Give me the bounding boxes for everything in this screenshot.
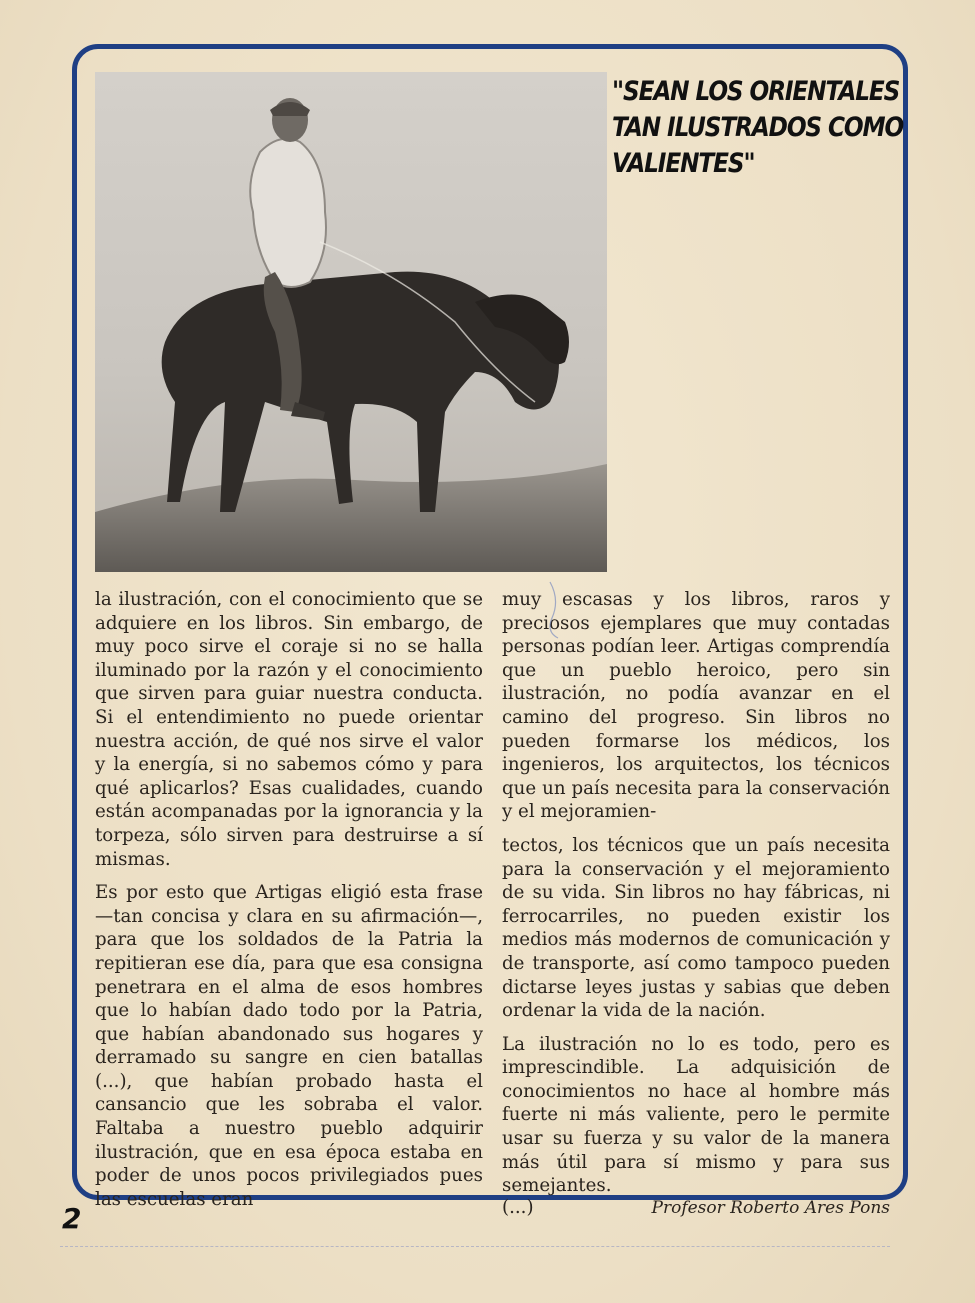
paragraph: tectos, los técnicos que un país necesita para la conservación y el mejoramiento de su vida. Sin libros no hay fábricas, ni ferrocarriles, no pueden existir los medios más modernos de comunicación y de transporte, así como tampoco pueden dictarse leyes justas y sabias que deben ordenar la vida de la nación. [502, 834, 890, 1022]
paragraph: muy escasas y los libros, raros y preciosos ejemplares que muy contadas personas podían leer. Artigas comprendía que un pueblo heroico, pero sin ilustración, no podía avanzar en el camino del progreso. Sin libros no pueden formarse los médicos, los ingenieros, los arquitectos, los técnicos que un país necesita para la conservación y el mejoramien- [502, 589, 890, 823]
paragraph: La ilustración no lo es todo, pero es imprescindible. La adquisición de conocimientos no hace al hombre más fuerte ni más valiente, pero le permite usar su fuerza y su valor de la manera más útil para sí mismo y para sus semejantes. [502, 1033, 890, 1197]
headline-line-1: "SEAN LOS ORIENTALES [612, 76, 900, 107]
article-column-right [502, 588, 890, 1220]
page-number: 2 [62, 1202, 82, 1235]
author-signature: Profesor Roberto Ares Pons [651, 1197, 890, 1218]
signature-row [502, 1196, 890, 1221]
article-headline [612, 74, 904, 182]
photo-illustration [95, 72, 607, 572]
article-column-left [95, 588, 483, 1221]
headline-line-3: VALIENTES" [612, 148, 755, 179]
pen-scribble-mark [530, 580, 570, 640]
paragraph: Es por esto que Artigas eligió esta frase —tan concisa y clara en su afirmación—, para que los soldados de la Patria la repitieran ese día, para que esa consigna penetrara en el alma de esos hombres que lo habían dado todo por la Patria, que habían abandonado sus hogares y derramado su sangre en cien batallas (...), que habían probado hasta el cansancio que les sobraba el valor. Faltaba a nuestro pueblo adquirir ilustración, que en esa época estaba en poder de unos pocos privilegiados pues las escuelas eran [95, 882, 483, 1210]
ellipsis-mark: (...) [502, 1196, 534, 1218]
print-edge-line [60, 1246, 890, 1247]
paragraph: la ilustración, con el conocimiento que se adquiere en los libros. Sin embargo, de muy poco sirve el coraje si no se halla iluminado por la razón y el conocimiento que sirven para guiar nuestra conducta. Si el entendimiento no puede orientar nuestra acción, de qué nos sirve el valor y la energía, si no sabemos cómo y para qué aplicarlos? Esas cualidades, cuando están acompanadas por la ignorancia y la torpeza, sólo sirven para destruirse a sí mismas. [95, 589, 483, 870]
headline-line-2: TAN ILUSTRADOS COMO [612, 112, 904, 143]
rider-on-horse-photo [95, 72, 607, 572]
